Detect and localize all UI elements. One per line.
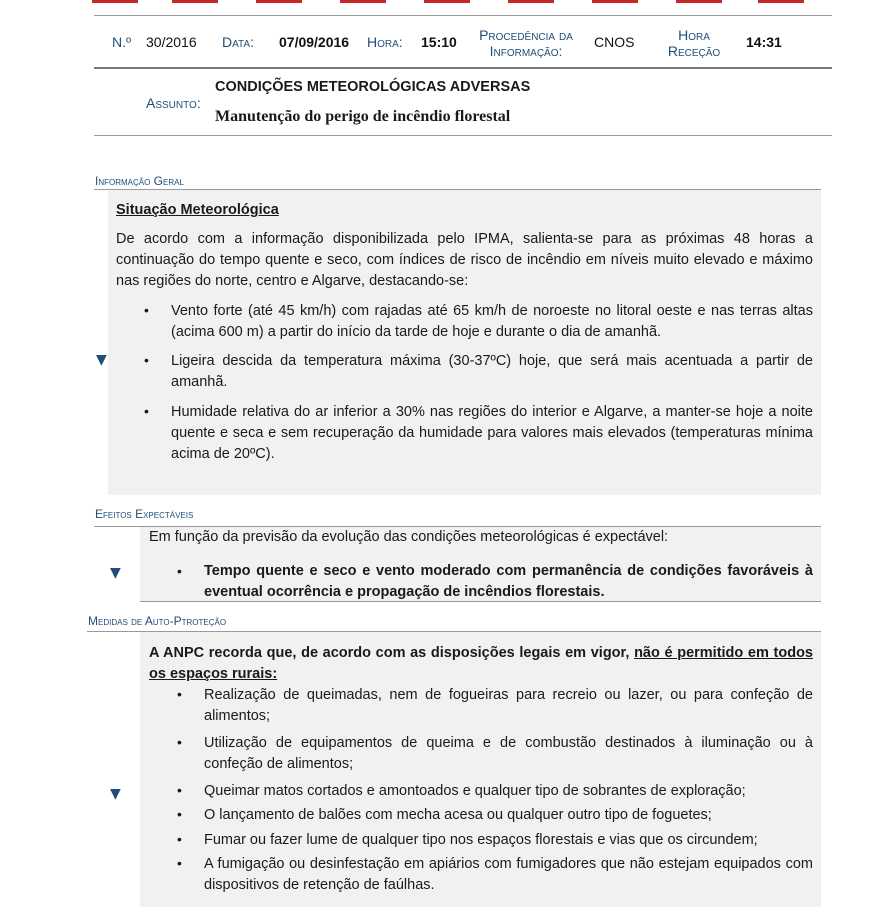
bullet-icon: • bbox=[177, 806, 182, 822]
bullet-icon: • bbox=[177, 782, 182, 798]
medidas-intro bbox=[149, 643, 813, 685]
header-tab-stub bbox=[676, 0, 722, 3]
header-tab-stub bbox=[424, 0, 470, 3]
bullet-icon: • bbox=[177, 831, 182, 847]
data-value: 07/09/2016 bbox=[279, 34, 350, 50]
section-heading-info-geral: Informação Geral bbox=[95, 174, 184, 188]
list-item: Humidade relativa do ar inferior a 30% nas regiões do interior e Algarve, a manter-se hoje a noite quente e seca e sem recuperação da humidade para valores mais elevados (temperaturas mínima acima de 20ºC). bbox=[171, 404, 813, 462]
hora-rececao-label: Hora Receção bbox=[667, 27, 721, 59]
hora-value: 15:10 bbox=[421, 34, 457, 50]
bullet-icon: • bbox=[177, 855, 182, 871]
medidas-intro-text: A ANPC recorda que, de acordo com as disposições legais em vigor, bbox=[149, 645, 635, 661]
bullet-icon: • bbox=[144, 352, 149, 368]
list-item: A fumigação ou desinfestação em apiários com fumigadores que não estejam equipados com dispositivos de retenção de faúlhas. bbox=[204, 856, 813, 893]
header-tab-stub bbox=[92, 0, 138, 3]
medidas-intro-emphasis: não é permitido em todos os espaços rurais: bbox=[149, 645, 813, 682]
header-tab-stub bbox=[758, 0, 804, 3]
data-label: Data: bbox=[222, 34, 254, 50]
situacao-subtitle: Situação Meteorológica bbox=[116, 202, 279, 218]
bullet-icon: • bbox=[177, 686, 182, 702]
divider bbox=[94, 135, 832, 136]
situacao-intro: De acordo com a informação disponibilizada pelo IPMA, salienta-se para as próximas 48 horas a continuação do tempo quente e seco, com índices de risco de incêndio em níveis muito elevado e máximo nas regiões do norte, centro e Algarve, destacando-se: bbox=[116, 231, 813, 289]
header-tab-stub bbox=[172, 0, 218, 3]
header-tab-stub bbox=[592, 0, 638, 3]
assunto-subtitle: Manutenção do perigo de incêndio florestal bbox=[215, 108, 511, 125]
collapse-arrow-icon[interactable]: ▼ bbox=[96, 352, 107, 368]
section-heading-medidas: Medidas de Auto-Ptroteção bbox=[88, 614, 227, 628]
hora-rececao-value: 14:31 bbox=[746, 34, 782, 50]
collapse-arrow-icon[interactable]: ▼ bbox=[110, 786, 121, 802]
list-item: Fumar ou fazer lume de qualquer tipo nos espaços florestais e vias que os circundem; bbox=[204, 832, 758, 848]
header-tab-stub bbox=[508, 0, 554, 3]
bullet-icon: • bbox=[144, 403, 149, 419]
divider bbox=[140, 601, 821, 602]
list-item: Vento forte (até 45 km/h) com rajadas até 65 km/h de noroeste no litoral oeste e nas terras altas (acima 600 m) a partir do início da tarde de hoje e durante o dia de amanhã. bbox=[171, 303, 813, 340]
list-item: Tempo quente e seco e vento moderado com permanência de condições favoráveis à eventual ocorrência e propagação de incêndios florestais. bbox=[204, 563, 813, 600]
procedencia-label: Procedência da Informação: bbox=[479, 27, 573, 59]
bullet-icon: • bbox=[177, 734, 182, 750]
assunto-title: CONDIÇÕES METEOROLÓGICAS ADVERSAS bbox=[215, 79, 531, 95]
numero-label: N.º bbox=[112, 34, 132, 50]
hora-label: Hora: bbox=[367, 34, 403, 50]
header-tab-stub bbox=[256, 0, 302, 3]
divider bbox=[94, 15, 832, 16]
assunto-label: Assunto: bbox=[146, 95, 201, 111]
list-item: Queimar matos cortados e amontoados e qualquer tipo de sobrantes de exploração; bbox=[204, 783, 746, 799]
list-item: Realização de queimadas, nem de fogueiras para recreio ou lazer, ou para confeção de alimentos; bbox=[204, 687, 813, 724]
bullet-icon: • bbox=[144, 302, 149, 318]
numero-value: 30/2016 bbox=[146, 34, 197, 50]
list-item: Utilização de equipamentos de queima e de combustão destinados à iluminação ou à confeção de alimentos; bbox=[204, 735, 813, 772]
divider bbox=[94, 67, 832, 69]
list-item: Ligeira descida da temperatura máxima (30-37ºC) hoje, que será mais acentuada a partir de amanhã. bbox=[171, 353, 813, 390]
procedencia-value: CNOS bbox=[594, 34, 635, 50]
header-tab-stub bbox=[340, 0, 386, 3]
bullet-icon: • bbox=[177, 563, 182, 579]
list-item: O lançamento de balões com mecha acesa ou qualquer outro tipo de foguetes; bbox=[204, 807, 712, 823]
section-heading-efeitos: Efeitos Expectáveis bbox=[95, 507, 194, 521]
efeitos-intro: Em função da previsão da evolução das condições meteorológicas é expectável: bbox=[149, 529, 669, 545]
collapse-arrow-icon[interactable]: ▼ bbox=[110, 565, 121, 581]
